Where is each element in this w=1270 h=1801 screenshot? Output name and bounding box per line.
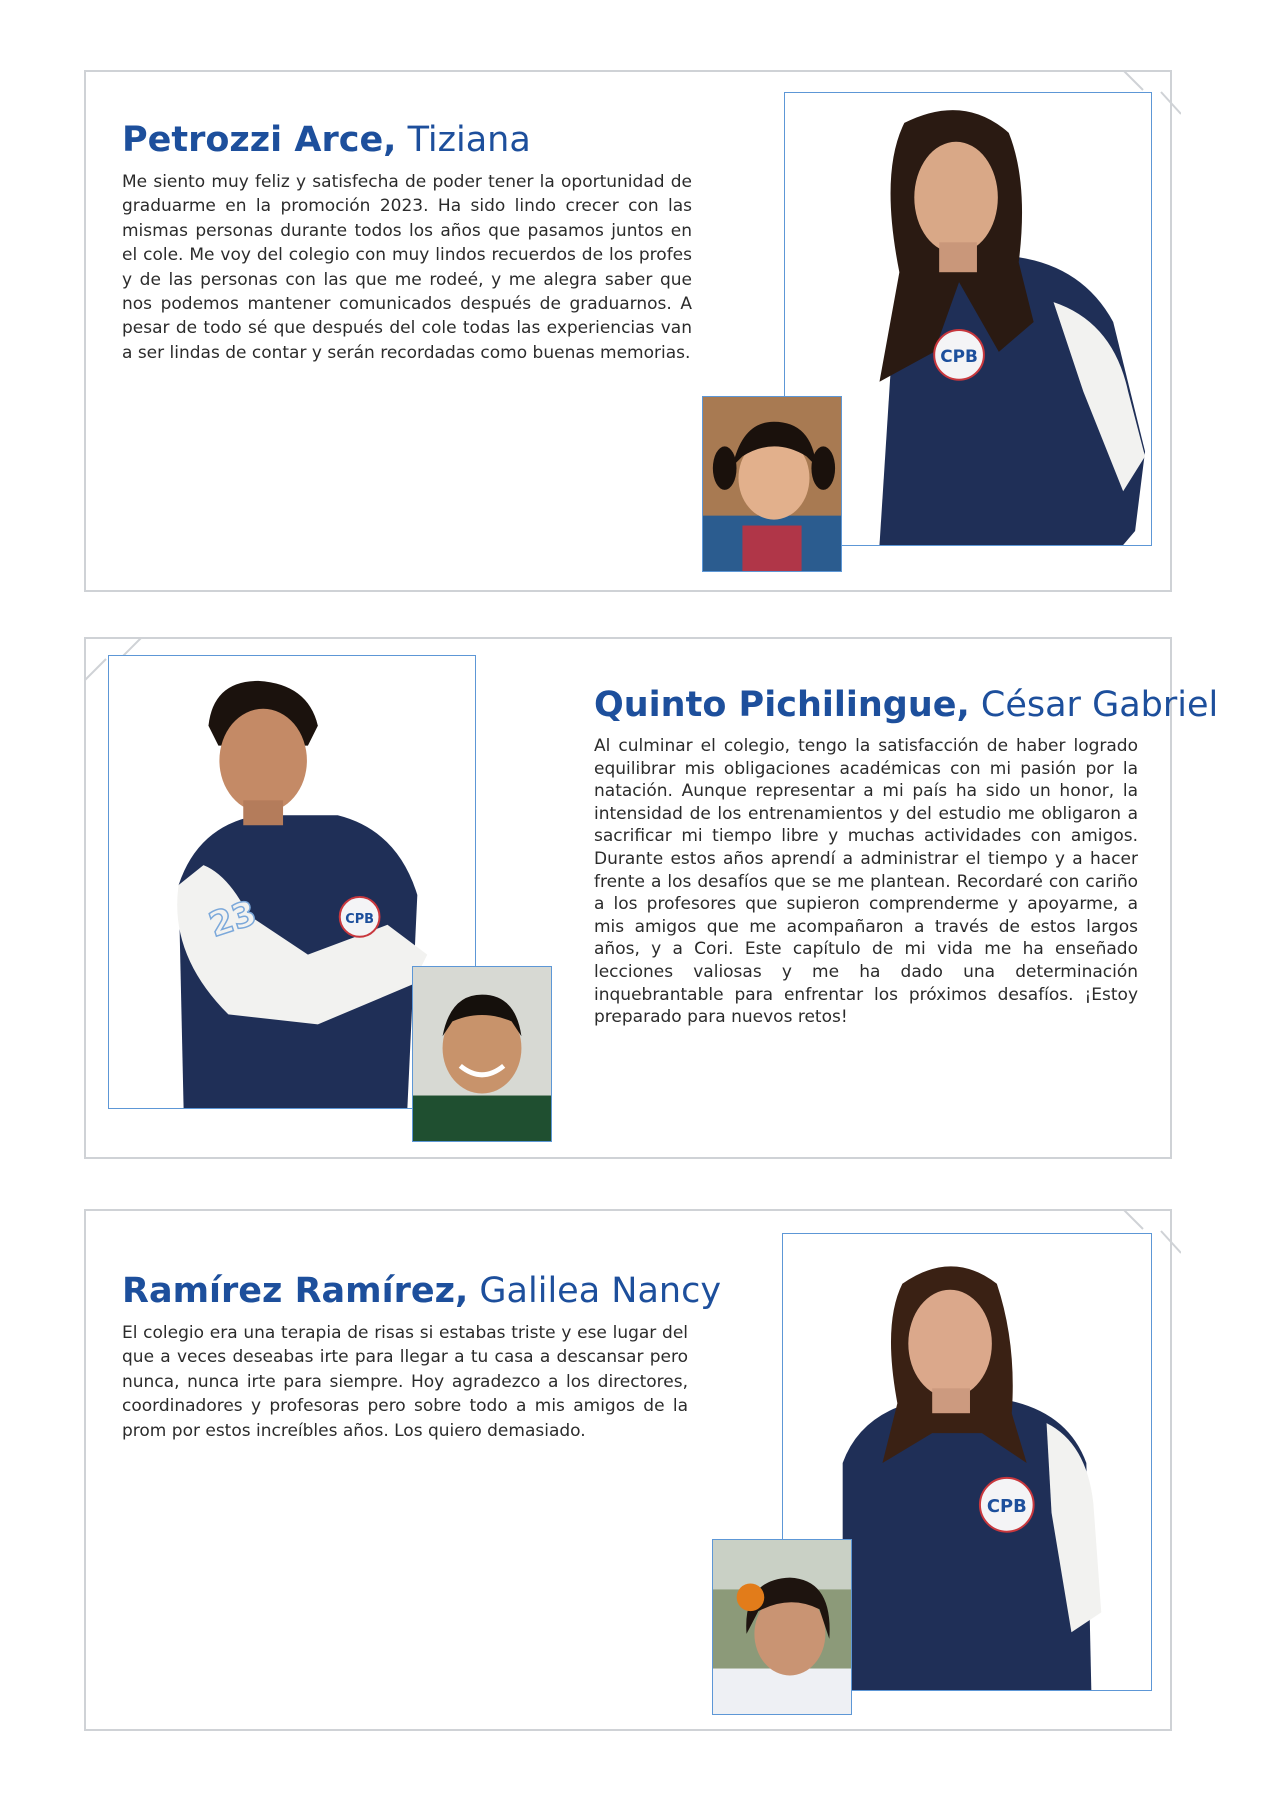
profile-card-quinto [84, 637, 1219, 1159]
childhood-photo [702, 396, 842, 572]
student-first-name: César Gabriel [969, 685, 1219, 725]
jacket-badge-text: CPB [940, 345, 978, 366]
student-bio: Me siento muy feliz y satisfecha de poder tener la oportunidad de graduarme en la promoción 2023. Ha sido lindo crecer con las mismas personas durante todos los años que pasamos juntos en el cole. Me voy del colegio con muy lindos recuerdos de los profes y de las personas con las que me rodeé, y me alegra saber que nos podemos mantener comunicados después de graduarnos. A pesar de todo sé que después del cole todas las experiencias van a ser lindas de contar y serán recordadas como buenas memorias. [122, 172, 692, 363]
profile-card-ramirez [84, 1209, 1172, 1731]
student-last-name: Petrozzi Arce, [122, 120, 397, 160]
student-bio: Al culminar el colegio, tengo la satisfacción de haber logrado equilibrar mis obligaciones académicas con mi pasión por la natación. Aunque representar a mi país ha sido un honor, la intensidad de los entrenamientos y del estudio me obligaron a sacrificar mi tiempo libre y muchas actividades con amigos. Durante estos años aprendí a administrar el tiempo y a hacer frente a los desafíos que se me plantean. Recordaré con cariño a los profesores que supieron comprenderme y apoyarme, a mis amigos que me acompañaron a través de estos largos años, y a Cori. Este capítulo de mi vida me ha enseñado lecciones valiosas y me ha dado una determinación inquebrantable para enfrentar los próximos desafíos. ¡Estoy preparado para nuevos retos! [594, 736, 1138, 1028]
student-last-name: Quinto Pichilingue, [594, 685, 970, 725]
student-first-name: Galilea Nancy [468, 1271, 722, 1311]
jacket-badge-text: CPB [345, 911, 375, 927]
sleeve-number: 23 [204, 893, 262, 945]
student-name [594, 685, 1218, 725]
profile-card-petrozzi [84, 70, 1172, 592]
student-last-name: Ramírez Ramírez, [122, 1271, 469, 1311]
student-name [122, 120, 531, 160]
student-first-name: Tiziana [396, 120, 531, 160]
childhood-photo-image [413, 967, 551, 1141]
childhood-photo-image [703, 397, 841, 571]
student-bio: El colegio era una terapia de risas si estabas triste y ese lugar del que a veces deseabas irte para llegar a tu casa a descansar pero nunca, nunca irte para siempre. Hoy agradezco a los directores, coordinadores y profesoras pero sobre todo a mis amigos de la prom por estos increíbles años. Los quiero demasiado. [122, 1323, 688, 1441]
childhood-photo [712, 1539, 852, 1715]
jacket-badge-text: CPB [986, 1495, 1027, 1517]
student-name [122, 1271, 721, 1311]
childhood-photo-image [713, 1540, 851, 1714]
childhood-photo [412, 966, 552, 1142]
